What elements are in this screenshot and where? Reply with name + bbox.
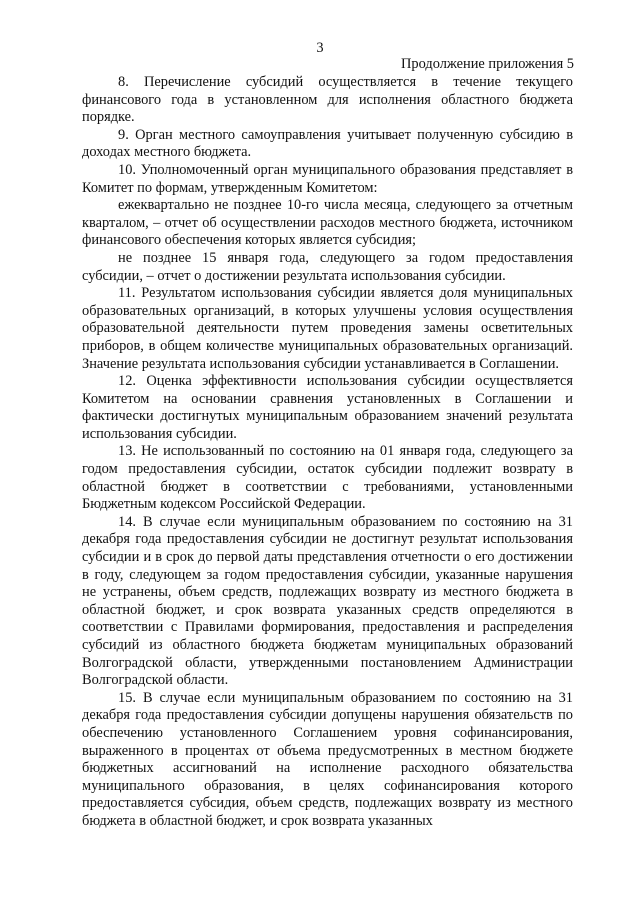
paragraph-8: 8. Перечисление субсидий осуществляется в течение текущего финансового года в установленном для исполнения областного бюджета порядке. xyxy=(82,74,573,126)
appendix-continuation-label: Продолжение приложения 5 xyxy=(401,56,574,72)
paragraph-15: 15. В случае если муниципальным образованием по состоянию на 31 декабря года предоставления субсидии допущены нарушения обязательств по обеспечению установленного Соглашением уровня софинансирования, выраженного в процентах от объема предусмотренных в местном бюджете бюджетных ассигнований на исполнение расходного обязательства муниципального образования, в целях софинансирования которого предоставляется субсидия, объем средств, подлежащих возврату из местного бюджета в областной бюджет, и срок возврата указанных xyxy=(82,689,573,829)
paragraph-9: 9. Орган местного самоуправления учитывает полученную субсидию в доходах местного бюджета. xyxy=(82,126,573,161)
paragraph-10-annual-report: не позднее 15 января года, следующего за годом предоставления субсидии, – отчет о достижении результата использования субсидии. xyxy=(82,249,573,284)
paragraph-12: 12. Оценка эффективности использования субсидии осуществляется Комитетом на основании сравнения установленных в Соглашении и фактически достигнутых муниципальным образованием значений результата использования субсидии. xyxy=(82,373,573,442)
paragraph-14: 14. В случае если муниципальным образованием по состоянию на 31 декабря года предоставления субсидии не достигнут результат использования субсидии и в срок до первой даты представления отчетности о его достижении в году, следующем за годом предоставления субсидии, указанные нарушения не устранены, объем средств, подлежащих возврату из местного бюджета в областной бюджет, и срок возврата указанных средств определяются в соответствии с Правилами формирования, предоставления и распределения субсидий из областного бюджета бюджетам муниципальных образований Волгоградской области, утвержденными постановлением Администрации Волгоградской области. xyxy=(82,513,573,689)
page-number: 3 xyxy=(316,40,324,56)
paragraph-10-quarterly-report: ежеквартально не позднее 10-го числа месяца, следующего за отчетным кварталом, – отчет об осуществлении расходов местного бюджета, источником финансового обеспечения которых является субсидия; xyxy=(82,197,573,249)
paragraph-11: 11. Результатом использования субсидии является доля муниципальных образовательных организаций, в которых улучшены условия осуществления образовательной деятельности путем проведения замены осветительных приборов, в общем количестве муниципальных образовательных организаций. Значение результата использования субсидии устанавливается в Соглашении. xyxy=(82,285,573,372)
document-body xyxy=(82,74,573,831)
paragraph-10: 10. Уполномоченный орган муниципального образования представляет в Комитет по формам, утвержденным Комитетом: xyxy=(82,161,573,196)
paragraph-13: 13. Не использованный по состоянию на 01 января года, следующего за годом предоставления субсидии, остаток субсидии подлежит возврату в областной бюджет в соответствии с требованиями, установленными Бюджетным кодексом Российской Федерации. xyxy=(82,443,573,513)
